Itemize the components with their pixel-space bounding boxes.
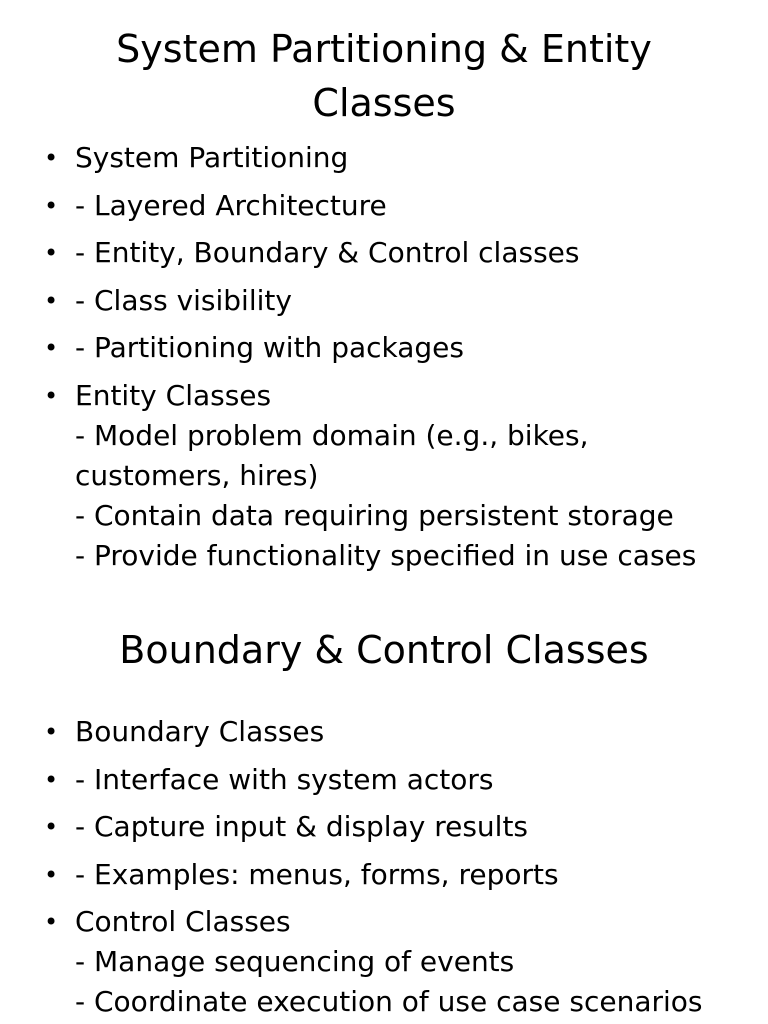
- bullet-item: [40, 807, 720, 847]
- bullet-text: - Capture input & display results: [75, 810, 529, 843]
- slide-title: Boundary & Control Classes: [119, 628, 649, 672]
- bullet-text: [75, 376, 720, 576]
- bullet-text: - Class visibility: [75, 283, 292, 317]
- bullet-icon: •: [44, 908, 59, 936]
- bullet-item: [40, 328, 720, 368]
- bullet-head: Control Classes: [75, 905, 291, 938]
- bullet-item: [40, 138, 720, 178]
- bullet-icon: •: [44, 144, 59, 172]
- slide-title: System Partitioning & Entity Classes: [116, 27, 652, 125]
- slide-boundary-control: [0, 576, 768, 1024]
- bullet-text: Boundary Classes: [75, 715, 325, 748]
- bullet-icon: •: [44, 813, 59, 841]
- bullet-icon: •: [44, 191, 59, 220]
- bullet-subline: - Model problem domain (e.g., bikes, customers, hires): [75, 418, 589, 492]
- bullet-item: [40, 233, 720, 273]
- bullet-icon: •: [44, 334, 59, 362]
- bullet-icon: •: [44, 765, 59, 794]
- bullet-icon: •: [44, 239, 59, 267]
- bullet-icon: •: [44, 286, 59, 315]
- bullet-item: [40, 281, 720, 321]
- bullet-text: - Layered Architecture: [75, 188, 387, 222]
- bullet-item: [40, 760, 720, 800]
- bullet-text: System Partitioning: [75, 141, 349, 174]
- bullet-subline: - Manage sequencing of events: [75, 945, 515, 978]
- bullet-list: [40, 138, 720, 576]
- bullet-text: - Examples: menus, forms, reports: [75, 857, 559, 891]
- bullet-item: [40, 186, 720, 226]
- bullet-list: [40, 712, 720, 1024]
- bullet-icon: •: [44, 718, 59, 746]
- bullet-item-control-classes: [40, 902, 720, 1022]
- bullet-text: - Entity, Boundary & Control classes: [75, 236, 580, 269]
- bullet-icon: •: [44, 860, 59, 889]
- bullet-text: [75, 902, 720, 1022]
- bullet-icon: •: [44, 381, 59, 410]
- bullet-item: [40, 712, 720, 752]
- bullet-subline: - Coordinate execution of use case scenarios: [75, 985, 703, 1018]
- bullet-subline: - Contain data requiring persistent storage: [75, 498, 674, 532]
- bullet-head: Entity Classes: [75, 378, 272, 412]
- bullet-text: - Partitioning with packages: [75, 331, 464, 364]
- bullet-item: [40, 855, 720, 895]
- bullet-item-entity-classes: [40, 376, 720, 576]
- bullet-text: - Interface with system actors: [75, 762, 494, 796]
- bullet-subline: - Provide functionality specified in use cases: [75, 538, 697, 572]
